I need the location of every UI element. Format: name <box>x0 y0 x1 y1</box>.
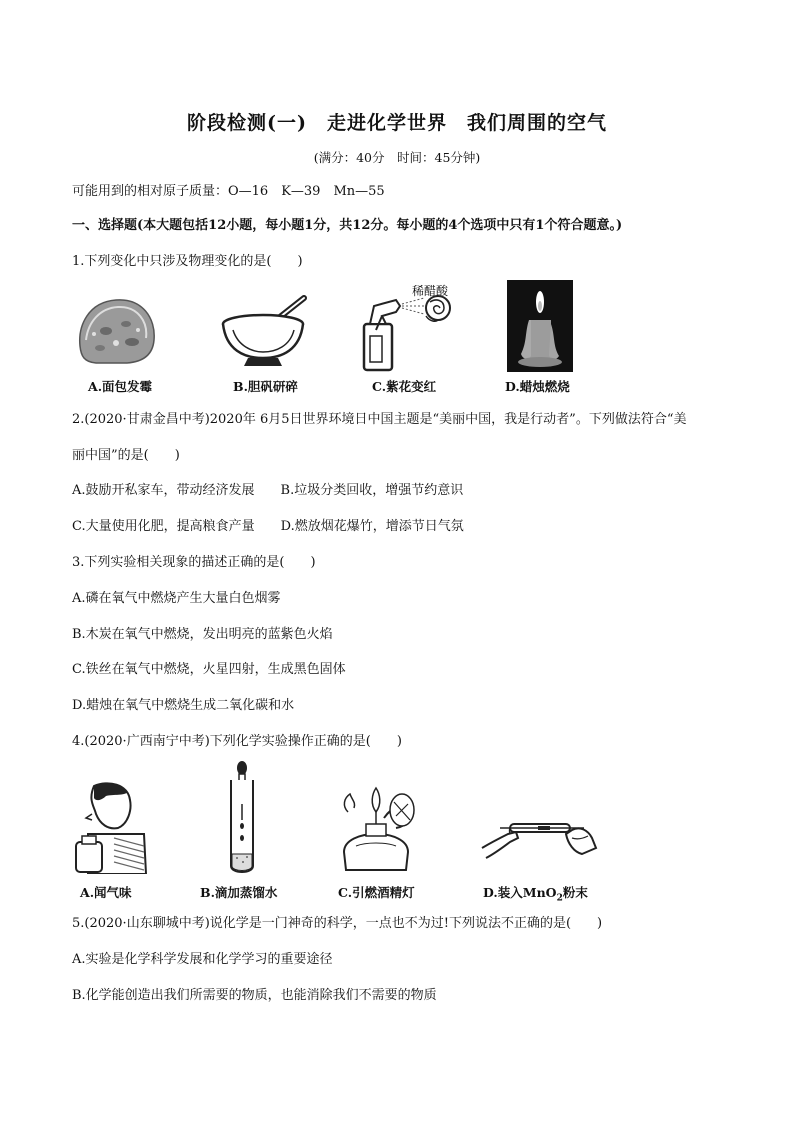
q4-option-d-subscript: 2 <box>556 893 563 904</box>
burning-candle-image <box>507 280 573 372</box>
q4-option-d-text: D.装入MnO <box>483 885 557 900</box>
question-2-stem-line2: 丽中国”的是( ) <box>72 448 180 463</box>
page-title: 阶段检测(一) 走进化学世界 我们周围的空气 <box>187 112 607 134</box>
spray-bottle-flower-image <box>356 276 466 372</box>
q5-option-b: B.化学能创造出我们所需要的物质，也能消除我们不需要的物质 <box>72 988 437 1003</box>
smelling-gas-image <box>74 780 148 874</box>
atomic-mass-note: 可能用到的相对原子质量：O—16 K—39 Mn—55 <box>72 184 385 199</box>
alcohol-lamp-image <box>336 782 418 872</box>
moldy-bread-image <box>76 296 158 366</box>
question-4-stem: 4.(2020·广西南宁中考)下列化学实验操作正确的是( ) <box>72 734 402 749</box>
q1-option-d: D.蜡烛燃烧 <box>505 379 570 394</box>
q4-option-d-suffix: 粉末 <box>562 885 588 900</box>
question-3-stem: 3.下列实验相关现象的描述正确的是( ) <box>72 555 316 570</box>
q4-option-d <box>483 883 588 904</box>
bottle-label: 稀醋酸 <box>412 284 449 298</box>
q1-option-c: C.紫花变红 <box>372 379 437 394</box>
q2-options-row1: A.鼓励开私家车，带动经济发展 B.垃圾分类回收，增强节约意识 <box>72 483 464 498</box>
exam-info: (满分：40分 时间：45分钟) <box>313 150 481 165</box>
q3-option-c: C.铁丝在氧气中燃烧，火星四射，生成黑色固体 <box>72 662 346 677</box>
q3-option-d: D.蜡烛在氧气中燃烧生成二氧化碳和水 <box>72 698 295 713</box>
q1-option-b: B.胆矾研碎 <box>233 379 298 394</box>
dropper-test-tube-image <box>228 760 256 876</box>
q4-option-c: C.引燃酒精灯 <box>338 885 415 900</box>
q1-option-a: A.面包发霉 <box>88 379 153 394</box>
question-1-stem: 1.下列变化中只涉及物理变化的是( ) <box>72 254 303 269</box>
q4-option-a: A.闻气味 <box>80 885 132 900</box>
q5-option-a: A.实验是化学科学发展和化学学习的重要途径 <box>72 952 333 967</box>
test-tube-powder-image <box>480 808 598 868</box>
q3-option-a: A.磷在氧气中燃烧产生大量白色烟雾 <box>72 591 281 606</box>
question-2-stem-line1: 2.(2020·甘肃金昌中考)2020年 6月5日世界环境日中国主题是“美丽中国，我是行动者”。下列做法符合“美 <box>72 412 687 427</box>
q3-option-b: B.木炭在氧气中燃烧，发出明亮的蓝紫色火焰 <box>72 627 333 642</box>
q4-option-b: B.滴加蒸馏水 <box>200 885 278 900</box>
section-heading: 一、选择题(本大题包括12小题，每小题1分，共12分。每小题的4个选项中只有1个符合题意。) <box>72 218 623 233</box>
mortar-pestle-image <box>218 294 308 368</box>
question-5-stem: 5.(2020·山东聊城中考)说化学是一门神奇的科学，一点也不为过!下列说法不正确的是( ) <box>72 916 603 931</box>
q2-options-row2: C.大量使用化肥，提高粮食产量 D.燃放烟花爆竹，增添节日气氛 <box>72 519 464 534</box>
